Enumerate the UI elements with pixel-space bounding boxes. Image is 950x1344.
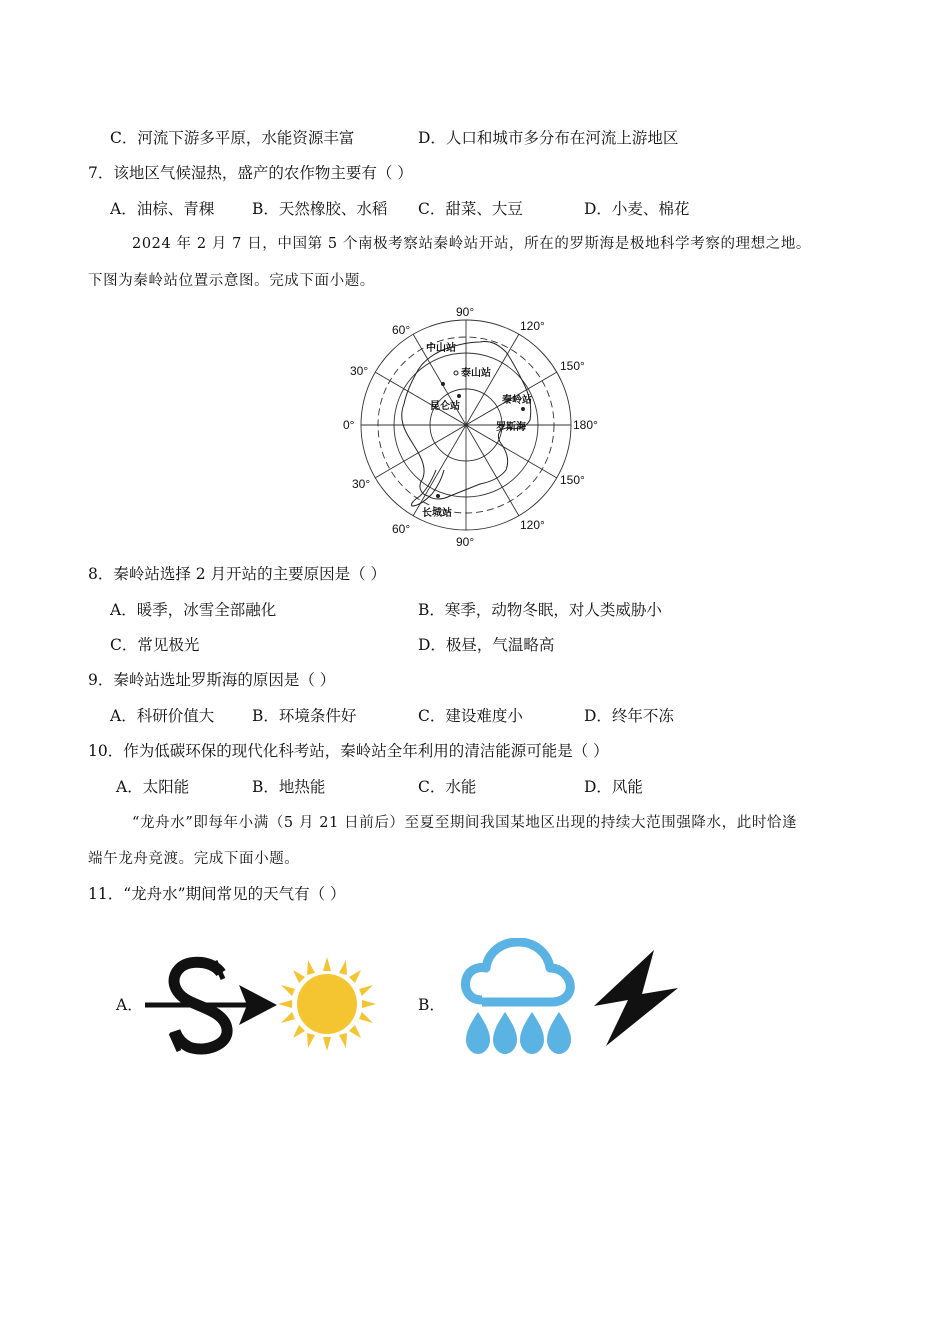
- lon-150-bottom-right: 150°: [560, 473, 585, 487]
- q10-stem: 10．作为低碳环保的现代化科考站，秦岭站全年利用的清洁能源可能是（ ）: [88, 742, 609, 760]
- lon-0: 0°: [343, 418, 355, 432]
- q10-option-d: D．风能: [584, 778, 643, 796]
- lightning-bolt-icon: [592, 948, 680, 1048]
- antarctic-map: [340, 300, 610, 552]
- q11-stem: 11．“龙舟水”期间常见的天气有（ ）: [88, 885, 346, 903]
- q8-stem: 8．秦岭站选择 2 月开站的主要原因是（ ）: [88, 565, 387, 583]
- passage1-line2: 下图为秦岭站位置示意图。完成下面小题。: [88, 273, 375, 289]
- q10-option-a: A．太阳能: [116, 778, 190, 796]
- q7-option-d: D．小麦、棉花: [584, 200, 690, 218]
- lon-60-bottom-left: 60°: [392, 522, 411, 536]
- changcheng-station-label: 长城站: [422, 508, 452, 519]
- q10-option-c: C．水能: [418, 778, 477, 796]
- q8-option-a: A．暖季，冰雪全部融化: [110, 601, 277, 619]
- q9-option-a: A．科研价值大: [110, 707, 215, 725]
- qinling-marker: [521, 407, 525, 411]
- q10-option-b: B．地热能: [252, 778, 326, 796]
- q8-option-c: C．常见极光: [110, 636, 200, 654]
- passage2-line2: 端午龙舟竞渡。完成下面小题。: [88, 851, 300, 867]
- lon-180: 180°: [573, 418, 598, 432]
- rain-cloud-icon: [460, 938, 575, 1056]
- q8-option-b: B．寒季，动物冬眠，对人类威胁小: [418, 601, 662, 619]
- q7-option-c: C．甜菜、大豆: [418, 200, 523, 218]
- q6-option-c: C．河流下游多平原，水能资源丰富: [110, 129, 355, 147]
- q9-option-c: C．建设难度小: [418, 707, 523, 725]
- lon-120-top-right: 120°: [520, 319, 545, 333]
- passage2-line1: “龙舟水”即每年小满（5 月 21 日前后）至夏至期间我国某地区出现的持续大范围强降水，此时恰逢: [132, 815, 798, 831]
- lon-30-left: 30°: [350, 364, 369, 378]
- kunlun-station-label: 昆仑站: [430, 401, 460, 412]
- q6-option-d: D．人口和城市多分布在河流上游地区: [418, 129, 679, 147]
- q9-option-b: B．环境条件好: [252, 707, 357, 725]
- q9-option-d: D．终年不冻: [584, 707, 674, 725]
- antarctic-map-svg: [340, 300, 610, 552]
- taishan-station-label: 泰山站: [461, 368, 491, 379]
- lon-120-bottom-right: 120°: [520, 518, 545, 532]
- lon-90-bottom: 90°: [456, 535, 475, 549]
- zhongshan-marker: [441, 382, 445, 386]
- taishan-marker: [454, 371, 458, 375]
- lon-30-bottom-left: 30°: [352, 477, 371, 491]
- q11-option-a-label: A．: [116, 996, 143, 1014]
- qinling-station-label: 秦岭站: [502, 395, 532, 406]
- sun-icon: [278, 957, 376, 1051]
- q11-option-b-label: B．: [418, 996, 445, 1014]
- zhongshan-station-label: 中山站: [426, 343, 456, 354]
- ross-sea-label: 罗斯海: [496, 422, 526, 433]
- q7-option-a: A．油棕、青稞: [110, 200, 215, 218]
- q8-option-d: D．极昼，气温略高: [418, 636, 555, 654]
- lon-90-top: 90°: [456, 305, 475, 319]
- passage1-line1: 2024 年 2 月 7 日，中国第 5 个南极考察站秦岭站开站，所在的罗斯海是极地科学考察的理想之地。: [132, 236, 812, 252]
- changcheng-marker: [436, 494, 440, 498]
- kunlun-marker: [457, 394, 461, 398]
- q9-stem: 9．秦岭站选址罗斯海的原因是（ ）: [88, 671, 336, 689]
- q7-stem: 7．该地区气候湿热，盛产的农作物主要有（ ）: [88, 164, 413, 182]
- lon-60-top-left: 60°: [392, 323, 411, 337]
- antarctic-peninsula: [411, 470, 444, 506]
- q7-option-b: B．天然橡胶、水稻: [252, 200, 388, 218]
- south-wind-icon: [143, 955, 278, 1055]
- lon-150-right: 150°: [560, 359, 585, 373]
